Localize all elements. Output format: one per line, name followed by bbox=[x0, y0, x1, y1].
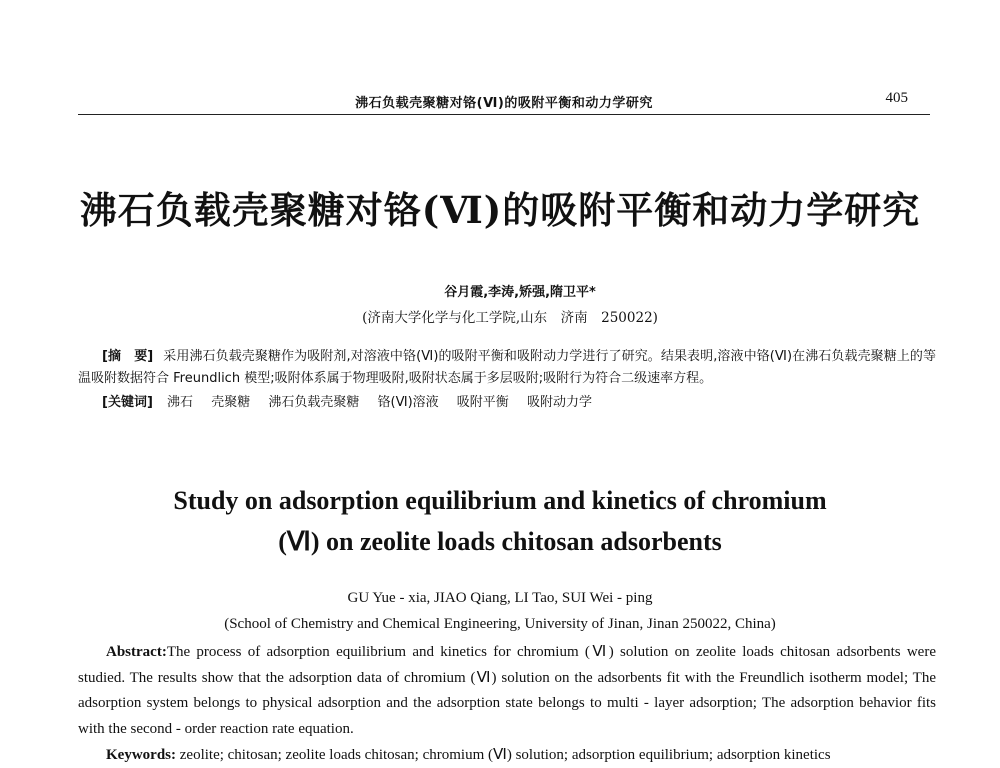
chinese-authors: 谷月霞,李涛,矫强,隋卫平* bbox=[444, 285, 596, 300]
english-authors: GU Yue - xia, JIAO Qiang, LI Tao, SUI Wei - ping bbox=[347, 590, 653, 606]
running-title: 沸石负载壳聚糖对铬(Ⅵ)的吸附平衡和动力学研究 bbox=[355, 96, 653, 111]
english-affiliation: (School of Chemistry and Chemical Engineering, University of Jinan, Jinan 250022, China) bbox=[224, 616, 776, 632]
chinese-keyword: 吸附平衡 bbox=[456, 395, 509, 410]
english-abstract-text: The process of adsorption equilibrium and kinetics for chromium (Ⅵ) solution on zeolite loads chitosan adsorbents were studied. The results show that the adsorption data of chromium (Ⅵ) solution on the adsorbents fit with the Freundlich isotherm model; The adsorption system belongs to physical adsorption and the adsorption state belongs to multi - layer adsorption; The adsorption behavior fits with the second - order reaction rate equation. bbox=[78, 644, 936, 737]
english-abstract-label: Abstract: bbox=[106, 644, 167, 660]
chinese-keywords bbox=[78, 392, 936, 414]
english-abstract-paragraph bbox=[78, 640, 936, 742]
english-keywords-text: zeolite; chitosan; zeolite loads chitosan; chromium (Ⅵ) solution; adsorption equilibrium; adsorption kinetics bbox=[179, 747, 831, 763]
english-title-line-2: (Ⅵ) on zeolite loads chitosan adsorbents bbox=[278, 527, 722, 556]
english-abstract bbox=[78, 640, 936, 742]
chinese-abstract-text: 采用沸石负载壳聚糖作为吸附剂,对溶液中铬(Ⅵ)的吸附平衡和吸附动力学进行了研究。结果表明,溶液中铬(Ⅵ)在沸石负载壳聚糖上的等温吸附数据符合 Freundlich 模型;吸附体系属于物理吸附,吸附状态属于多层吸附;吸附行为符合二级速率方程。 bbox=[78, 349, 936, 386]
chinese-keywords-label: [关键词] bbox=[102, 395, 153, 410]
chinese-keyword: 沸石 bbox=[167, 395, 194, 410]
chinese-keyword: 吸附动力学 bbox=[526, 395, 592, 410]
chinese-keyword: 沸石负载壳聚糖 bbox=[268, 395, 360, 410]
chinese-abstract-label: [摘 要] bbox=[102, 349, 154, 364]
english-keywords-label: Keywords: bbox=[106, 747, 176, 763]
chinese-abstract bbox=[78, 346, 936, 414]
chinese-affiliation: (济南大学化学与化工学院,山东 济南 250022) bbox=[362, 310, 658, 326]
chinese-title: 沸石负载壳聚糖对铬(Ⅵ)的吸附平衡和动力学研究 bbox=[79, 188, 921, 232]
page-number: 405 bbox=[885, 90, 908, 106]
chinese-abstract-paragraph bbox=[78, 346, 936, 390]
english-title bbox=[0, 480, 1000, 562]
chinese-keyword: 壳聚糖 bbox=[211, 395, 251, 410]
english-keywords bbox=[78, 743, 936, 768]
english-title-line-1: Study on adsorption equilibrium and kinetics of chromium bbox=[173, 486, 827, 515]
running-header bbox=[78, 90, 930, 115]
chinese-keyword: 铬(Ⅵ)溶液 bbox=[377, 395, 439, 410]
